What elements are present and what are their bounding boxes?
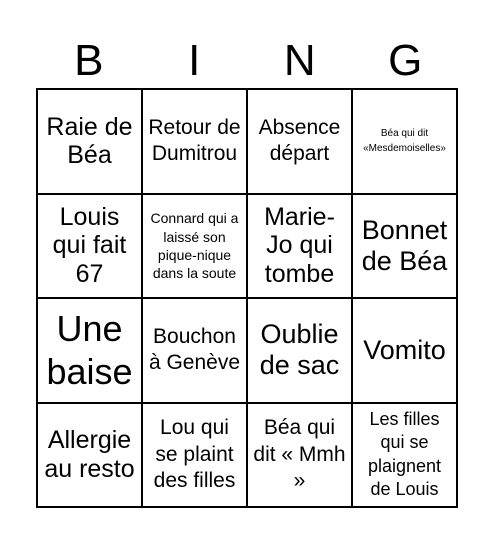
- bingo-cell[interactable]: Bouchon à Genève: [143, 299, 248, 404]
- bingo-cell[interactable]: Lou qui se plaint des filles: [143, 404, 248, 509]
- bingo-card: [36, 88, 458, 508]
- bingo-cell[interactable]: Connard qui a laissé son pique-nique dans la soute: [143, 195, 248, 300]
- bingo-cell[interactable]: Allergie au resto: [38, 404, 143, 509]
- header-letter-b: B: [74, 36, 104, 85]
- bingo-cell[interactable]: Raie de Béa: [38, 90, 143, 195]
- bingo-cell[interactable]: Vomito: [353, 299, 458, 404]
- bingo-cell[interactable]: Louis qui fait 67: [38, 195, 143, 300]
- header-letter-i: I: [188, 36, 201, 85]
- bingo-cell[interactable]: Une baise: [38, 299, 143, 404]
- bingo-cell[interactable]: Oublie de sac: [248, 299, 353, 404]
- bingo-cell[interactable]: Béa qui dit «Mesdemoiselles»: [353, 90, 458, 195]
- bingo-cell[interactable]: Les filles qui se plaignent de Louis: [353, 404, 458, 509]
- bingo-cell[interactable]: Absence départ: [248, 90, 353, 195]
- bingo-header: [36, 34, 458, 88]
- header-letter-n: N: [283, 36, 316, 85]
- bingo-cell[interactable]: Retour de Dumitrou: [143, 90, 248, 195]
- bingo-cell[interactable]: Marie-Jo qui tombe: [248, 195, 353, 300]
- bingo-cell[interactable]: Bonnet de Béa: [353, 195, 458, 300]
- header-letter-g: G: [388, 36, 423, 85]
- bingo-cell[interactable]: Béa qui dit « Mmh »: [248, 404, 353, 509]
